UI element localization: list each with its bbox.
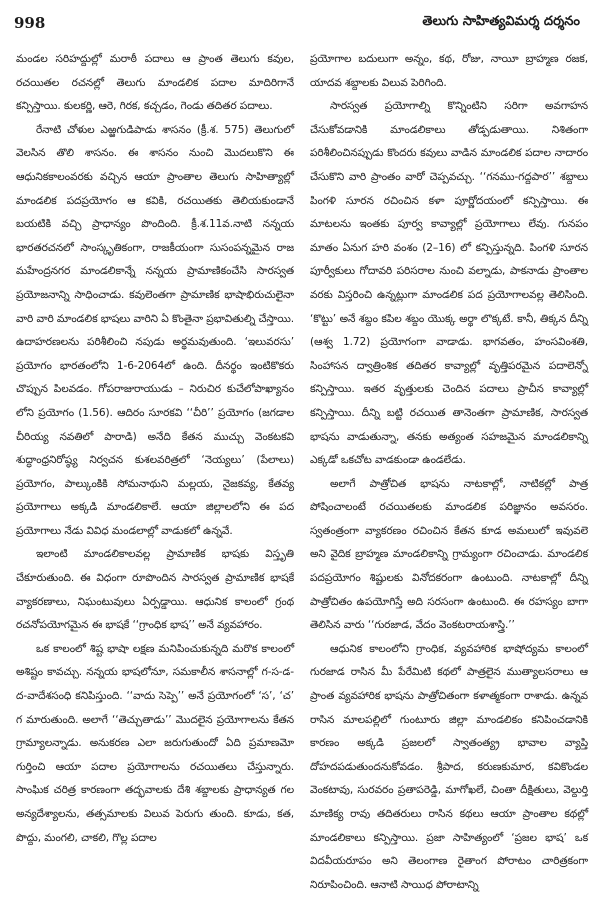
paragraph: ప్రయోగాల బదులుగా అన్నం, కథ, రోజు, నాయీ బ్రాహ్మణ రజక, యాదవ శబ్దాలకు విలువ పెరిగింది. [310,53,588,89]
page-number: 998 [14,14,46,32]
paragraph: ఒక కాలంలో శిష్ట భాషా లక్షణ మనిపించుకున్నది మరొక కాలంలో అశిష్టం కావచ్చు. నన్నయ భాషలోనూ, సమకాలీన శాసనాల్లో గ-స-డ-ద-వాదేశసంధి కనిపిస్తుంది. ‘‘వాదు సెప్పె’’ అనే ప్రయోగంలో ‘స’, ‘చ’ గ మారుతుంది. అలాగే ‘‘తెచ్చుతాడు’’ మొదలైన ప్రయోగాలను కేతన గ్రామ్యాలన్నాడు. అనుకరణ ఎలా జరుగుతుందో ఏది ప్రమాణమో గుర్తించి ఆయా పదాల ప్రయోగాలను రచయితలు చేస్తున్నారు. సాంఘిక చరిత్ర కారణంగా తద్భవాలకు దేశి శబ్దాలకు ప్రాధాన్యత గల అన్యదేశ్యాలను, తత్సమాలకు విలువ పెరుగు తుంది. కూడు, కత, పొద్దు, మంగలి, చాకలి, గొల్ల పదాల [16,642,294,844]
paragraph: అలాగే పాత్రోచిత భాషను నాటకాల్లో, నాటికల్లో పాత్ర పోషించాలంటే రచయితలకు మాండలిక పరిజ్ఞానం అవసరం. స్వతంత్రంగా వ్యాకరణం రచించిన కేతన కూడ అమలులో ఇవువలె అని వైదిక బ్రాహ్మణ మాండలికాన్ని గ్రామ్యంగా రచించాడు. మాండలిక పదప్రయోగం శిష్టులకు వినోదకరంగా ఉంటుంది. నాటకాల్లో దీన్ని పాత్రోచితం ఉపయోగిస్తే అది సరసంగా ఉంటుంది. ఈ రహస్యం బాగా తెలిసిన వారు ‘‘గురజాడ, వేదం వెంకటరాయశాస్త్రి.’’ [310,477,588,632]
paragraph: ఆధునిక కాలంలోని గ్రాంధిక, వ్యవహారిక భాషోద్యమ కాలంలో గురజాడ రాసిన మీ పేరేమిటి కథలో పాత్రలైన ముత్యాలసరాలు ఆ ప్రాంత వ్యవహారిక భాషను పాత్రోచితంగా కళాత్మకంగా రాశాడు. ఉన్నవ రాసిన మాలపల్లిలో గుంటూరు జిల్లా మాండలికం కనిపించడానికి కారణం అక్కడి ప్రజలలో స్వాతంత్య్ర భావాల వ్యాప్తి దోహదపడుతుందనుకోవడం. శ్రీపాద, కరుణకుమార, కవికొండల వెంకటావు, సురవరం ప్రతాపరెడ్డి, మాగోఖలే, చింతా దీక్షితులు, వెల్దుర్తి మాణిక్య రావు తదితరులు రాసిన కథలు ఆయా ప్రాంతాల కథల్లో మాండలికాలు కన్పిస్తాయి. ప్రజా సాహిత్యంలో ‘ప్రజల భాష’ ఒక విదవీయరూపం అని తెలంగాణ రైతాంగ పోరాటం చారిత్రకంగా నిరూపించింది. ఆనాటి సాయిధ పోరాటాన్ని [310,642,588,891]
page-header [0,0,600,44]
right-column [310,48,588,891]
paragraph: రేనాటి చోళుల ఎఱ్ఱగుడిపాడు శాసనం (క్రీ.శ. 575) తెలుగులో వెలసిన తొలి శాసనం. ఈ శాసనం నుంచి మొదలుకొని ఈ ఆధునికకాలంవరకు వచ్చిన ఆయా ప్రాంతాల తెలుగు సాహిత్యాల్లో మాండలిక పదప్రయోగం ఆ కవికి, రచయితకు తెలియకుండానే బయటికి వచ్చి ప్రాధాన్యం పొందింది. క్రీ.శ.11వ.నాటి నన్నయ భారతరచనలో సాంస్కృతికంగా, రాజకీయంగా సుసంపన్నమైన రాజ మహేంద్రనగర మాండలికాన్నే నన్నయ ప్రామాణికంచేసి సారస్వత ప్రయోజనాన్ని సాధించాడు. కవులెంతగా ప్రామాణిక భాషాభిరుచులైనా వారి వారి మాండలిక భాషలు వారిని ఏ కొంతైనా ప్రభావితుల్ని చేస్తాయి. ఉదాహరణలను పరిశీలించి నపుడు అర్థమవుతుంది. ‘ఇలువరసు’ ప్రయోగం భారతంలోని 1-6-2064లో ఉంది. దీనర్థం ఇంటికొకరు చొప్పున పిలవడం. గోపరాజురాయుడు – నిరుచిర కుచేలోపాఖ్యానం లోని ప్రయోగం (1.56). ఆదిరం సూరకవి ‘‘చీరి’’ ప్రయోగం (జగడాల చీరియ్య నవతిలో పారాడి) అనేది కేతన ముచ్చు వెంకటకవి శుద్ధాంధ్రనిరోష్ఠ్య నిర్వచన కుశలవరిత్రలో ‘నెయ్యలు’ (పేలాలు) ప్రయోగం, పాల్కుంకికి సోమనాథుని మల్లయ, నైజకవ్య, కేతవ్య ప్రయోగాలు అక్కడి మాండలికాలే. ఆయా జిల్లాలలోని ఈ పద ప్రయోగాలు నేడు వివిధ మండలాల్లో వాడుకలో ఉన్నవే. [16,123,295,537]
paragraph: మండల సరిహద్దుల్లో మరాఠీ పదాలు ఆ ప్రాంత తెలుగు కవుల, రచయితల రచనల్లో తెలుగు మాండలిక పదాల మాదిరిగానే కన్పిస్తాయి. కులకర్ణి, ఆరె, గిరక, కచ్చడం, గెండు తదితర పదాలు. [16,53,294,113]
paragraph: ఇలాంటి మాండలికాలవల్ల ప్రామాణిక భాషకు విస్తృతి చేకూరుతుంది. ఈ విధంగా రూపొందిన సారస్వత ప్రామాణిక భాషకే వ్యాకరణాలు, నిఘంటువులు ఏర్పడ్డాయి. ఆధునిక కాలంలో గ్రంథ రచనోపయోగమైన ఈ భాషకే ‘‘గ్రాంధిక భాష’’ అనే వ్యవహారం. [16,548,294,632]
paragraph: సారస్వత ప్రయోగాల్ని కొన్నింటిని సరిగా అవగాహన చేసుకోవడానికి మాండలికాలు తోడ్పడుతాయి. నిశితంగా పరిశీలించినప్పుడు కొందరు కవులు వాడిన మాండలిక పదాల నాదారం చేసుకొని వారి ప్రాంతం వారో చెప్పవచ్చు. ‘‘గనము-గద్దపార’’ శబ్దాలు పింగళి సూరన రచించిన కళా పూర్ణోదయంలో కన్పిస్తాయి. ఈ మాటలను ఇంతకు పూర్వ కావ్యాల్లో ప్రయోగాలు లేవు. గునపం మాతం ఏనుగ హరి వంశం (2–16) లో కన్పిస్తున్నది. పింగళి సూరన పూర్వీకులు గోదావరి పరిసరాల నుంచి వల్నాడు, పాకనాడు ప్రాంతాల వరకు విస్తరించి ఉన్నట్లుగా మాండలిక పద ప్రయోగాలవల్ల తెలిసింది. ‘కొట్టు’ అనే శబ్దం కపిల శబ్దం యొక్క అర్థా లొక్కటే. కానీ, తిక్కన దీన్ని (ఆశ్వ 1.72) ప్రయోగంగా వాడాడు. భాగవతం, హంసవింశతి, సింహాసన ద్వాత్రింశిక తదితర కావ్యాల్లో వృత్తిపరమైన పదాలెన్నో కన్పిస్తాయి. ఇతర వృత్తులకు చెందిన పదాలు ప్రాచీన కావ్యాల్లో కన్పిస్తాయి. దీన్ని బట్టి రచయిత తానెంతగా ప్రామాణిక, సారస్వత భాషను వాడుతున్నా, తనకు అత్యంత సహజమైన మాండలికాన్ని ఎక్కడో ఒకచోట వాడకుండా ఉండలేడు. [310,100,588,467]
body-columns [16,48,588,891]
left-column [16,48,294,874]
running-title: తెలుగు సాహిత్యవిమర్శ దర్శనం [422,14,580,29]
